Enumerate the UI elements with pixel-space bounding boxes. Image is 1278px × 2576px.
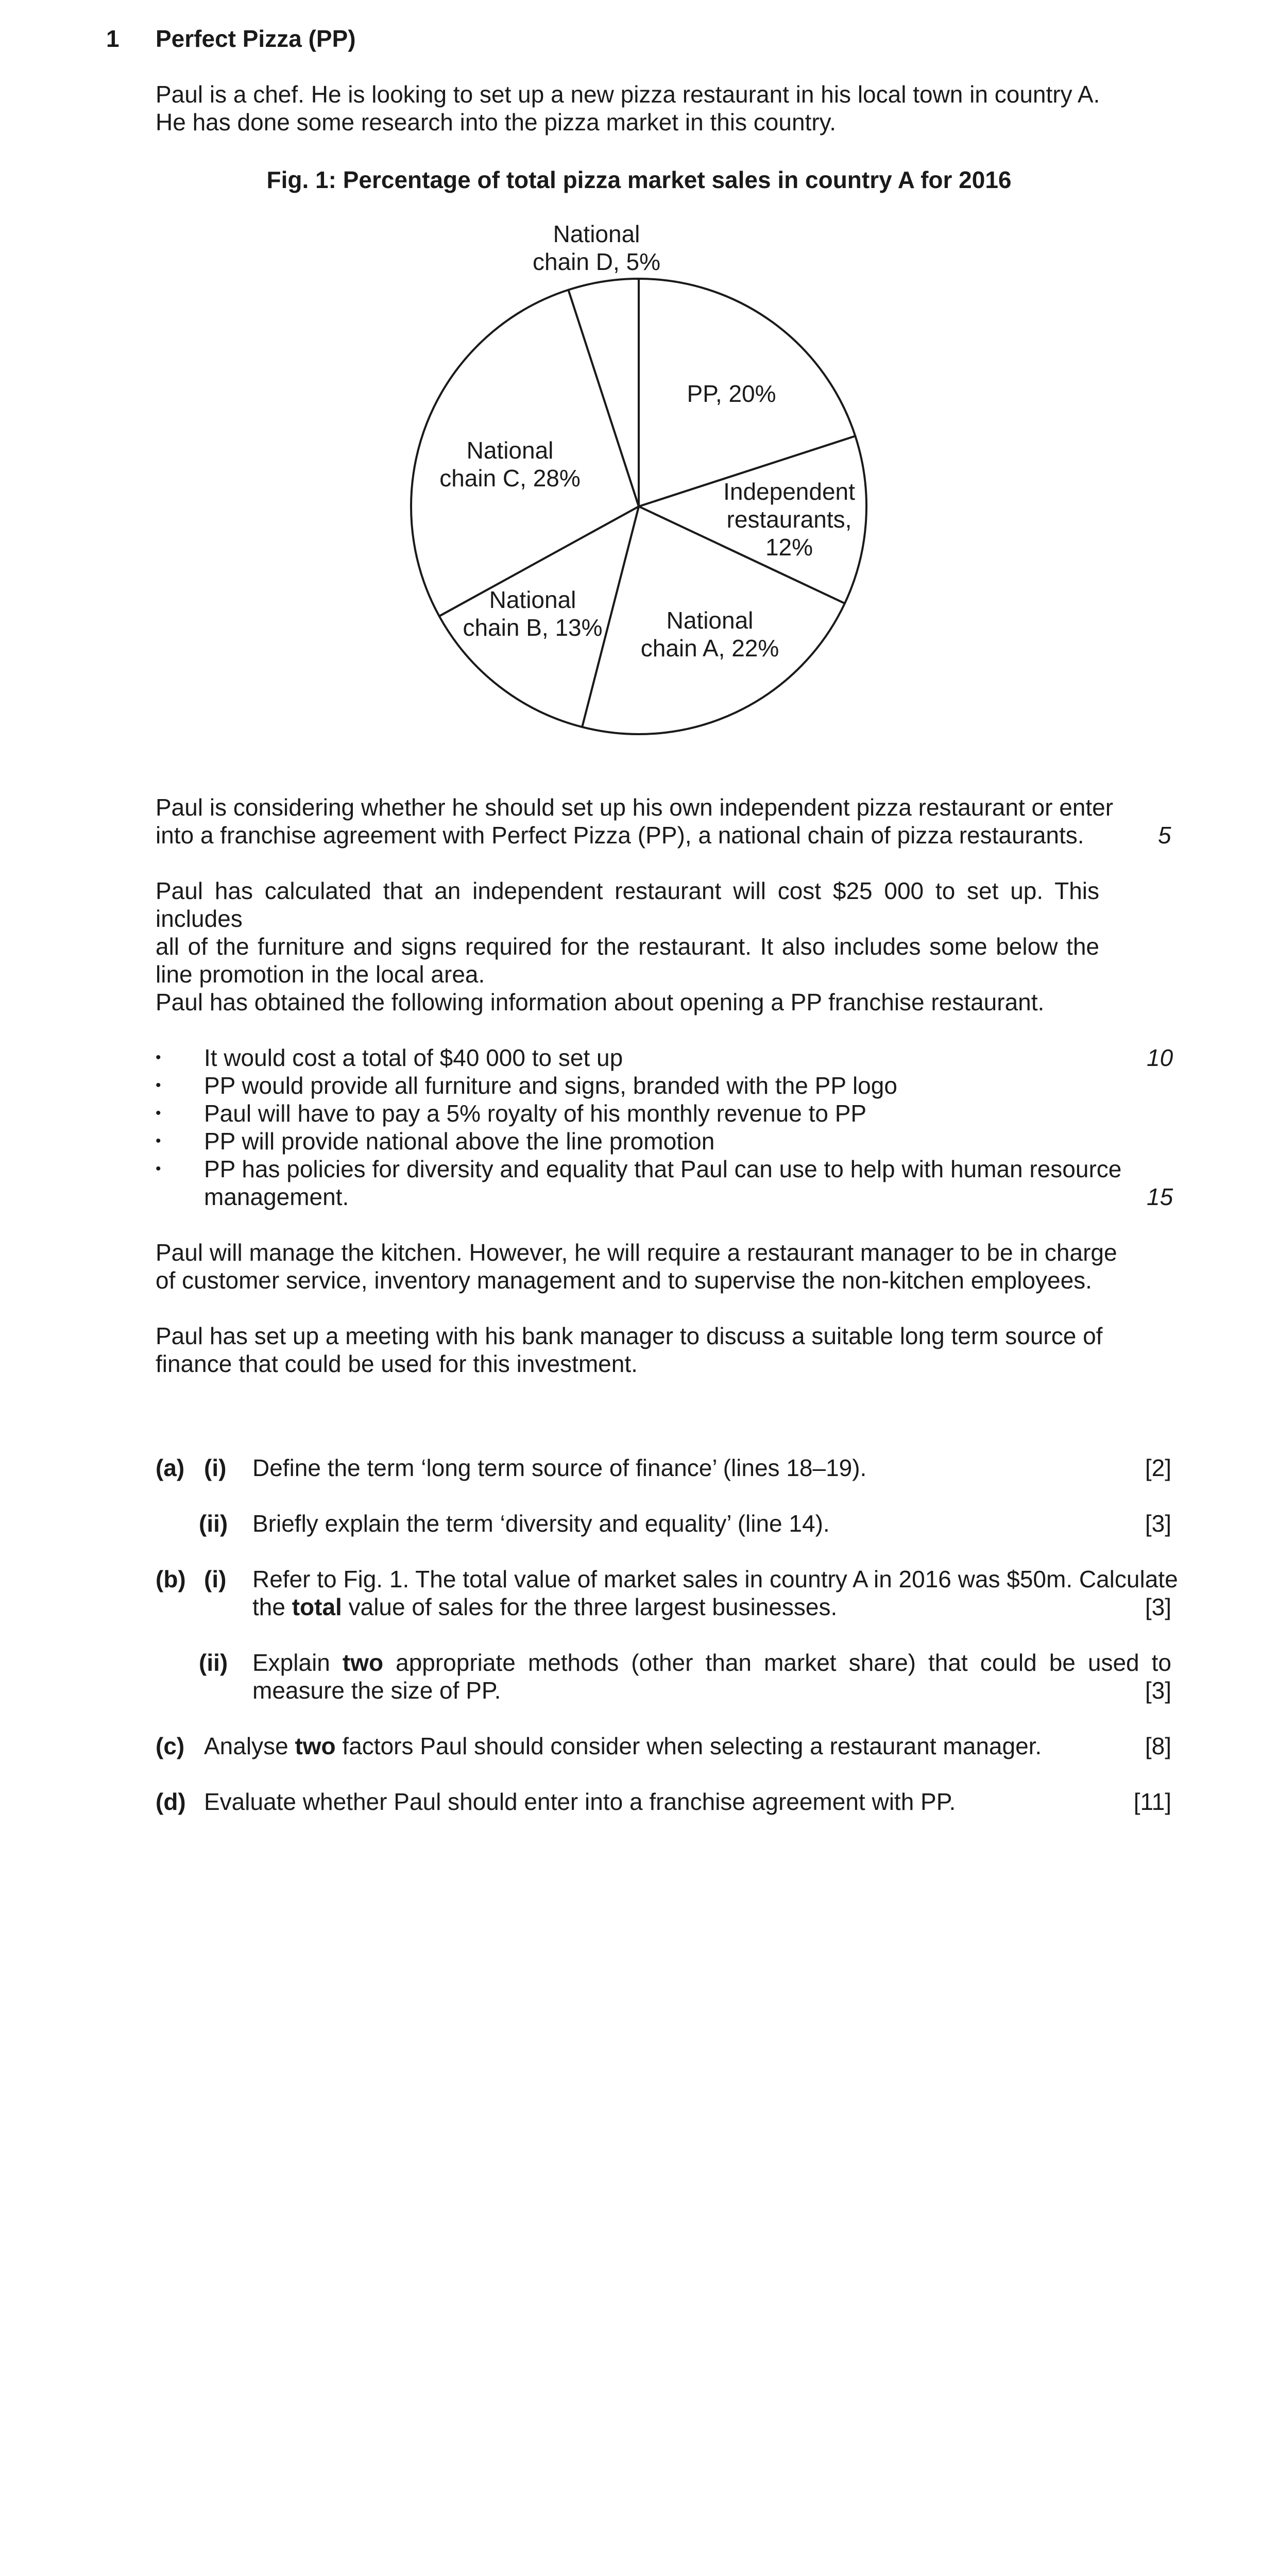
question-a-ii-label: (ii) <box>199 1510 228 1537</box>
question-d-text: Evaluate whether Paul should enter into a franchise agreement with PP. <box>204 1788 956 1815</box>
question-b-i-marks: [3] <box>1145 1594 1171 1620</box>
question-c-text: Analyse two factors Paul should consider when selecting a restaurant manager. <box>204 1733 1042 1759</box>
manage-line: of customer service, inventory management and to supervise the non-kitchen employees. <box>156 1267 1092 1294</box>
intro-line: Paul is a chef. He is looking to set up a new pizza restaurant in his local town in country A. <box>156 81 1100 108</box>
pie-chart <box>0 0 1278 773</box>
pie-label-national-chain-b: National chain B, 13% <box>463 586 603 641</box>
question-b-label: (b) <box>156 1566 186 1592</box>
bullet-item: It would cost a total of $40 000 to set up <box>204 1044 623 1071</box>
independent-line: line promotion in the local area. <box>156 961 485 988</box>
question-b-i-label: (i) <box>204 1566 227 1592</box>
question-number: 1 <box>106 25 120 52</box>
question-b-ii-line1: Explain two appropriate methods (other than market share) that could be used to <box>252 1649 1171 1676</box>
bank-line: finance that could be used for this investment. <box>156 1350 638 1377</box>
independent-paragraph <box>156 877 1099 988</box>
question-a-i-text: Define the term ‘long term source of finance’ (lines 18–19). <box>252 1454 867 1481</box>
bullet-icon: • <box>156 1049 161 1066</box>
obtained-paragraph <box>156 988 1099 1016</box>
question-b-i-line1: Refer to Fig. 1. The total value of market sales in country A in 2016 was $50m. Calculate <box>252 1566 1178 1592</box>
question-b-ii-label: (ii) <box>199 1649 228 1676</box>
question-a-ii-marks: [3] <box>1145 1510 1171 1537</box>
question-a-label: (a) <box>156 1454 185 1481</box>
bullet-icon: • <box>156 1077 161 1094</box>
question-d-label: (d) <box>156 1788 186 1815</box>
manage-paragraph <box>156 1239 1117 1294</box>
bullet-icon: • <box>156 1160 161 1177</box>
line-number-5: 5 <box>1158 822 1171 849</box>
pie-label-national-chain-d: National chain D, 5% <box>532 221 661 275</box>
question-b-i-line2: the total value of sales for the three largest businesses. <box>252 1594 838 1620</box>
bullet-item: PP will provide national above the line promotion <box>204 1128 715 1155</box>
question-a-ii-text: Briefly explain the term ‘diversity and equality’ (line 14). <box>252 1510 830 1537</box>
bullet-item: PP would provide all furniture and signs, branded with the PP logo <box>204 1072 897 1099</box>
question-title: Perfect Pizza (PP) <box>156 25 356 52</box>
consider-paragraph <box>156 793 1114 849</box>
independent-line: all of the furniture and signs required for the restaurant. It also includes some below the <box>156 933 1099 960</box>
pie-label-pp: PP, 20% <box>687 380 776 407</box>
pie-label-national-chain-c: National chain C, 28% <box>439 437 581 492</box>
obtained-line: Paul has obtained the following information about opening a PP franchise restaurant. <box>156 989 1045 1015</box>
consider-line: Paul is considering whether he should set up his own independent pizza restaurant or enter <box>156 794 1114 821</box>
line-number-10: 10 <box>1147 1044 1173 1071</box>
question-a-i-label: (i) <box>204 1454 227 1481</box>
pie-label-independent-restaurants: Independent restaurants, 12% <box>723 478 855 561</box>
question-c-label: (c) <box>156 1733 185 1759</box>
line-number-15: 15 <box>1147 1183 1173 1210</box>
question-c-marks: [8] <box>1145 1733 1171 1759</box>
bullet-item-continued: management. <box>204 1183 349 1210</box>
independent-line: Paul has calculated that an independent restaurant will cost $25 000 to set up. This includes <box>156 877 1099 932</box>
question-a-i-marks: [2] <box>1145 1454 1171 1481</box>
bullet-item: Paul will have to pay a 5% royalty of his monthly revenue to PP <box>204 1100 867 1127</box>
bullet-icon: • <box>156 1105 161 1122</box>
consider-line: into a franchise agreement with Perfect Pizza (PP), a national chain of pizza restaurants. <box>156 822 1084 849</box>
question-d-marks: [11] <box>1133 1788 1171 1815</box>
bullet-icon: • <box>156 1132 161 1149</box>
manage-line: Paul will manage the kitchen. However, he will require a restaurant manager to be in charge <box>156 1239 1117 1266</box>
question-b-ii-line2: measure the size of PP. <box>252 1677 501 1704</box>
figure-caption: Fig. 1: Percentage of total pizza market sales in country A for 2016 <box>266 166 1012 193</box>
bullet-item: PP has policies for diversity and equality that Paul can use to help with human resource <box>204 1156 1122 1182</box>
bank-line: Paul has set up a meeting with his bank manager to discuss a suitable long term source of <box>156 1323 1103 1349</box>
pie-label-national-chain-a: National chain A, 22% <box>640 607 779 662</box>
question-b-ii-marks: [3] <box>1145 1677 1171 1704</box>
bank-paragraph <box>156 1322 1103 1378</box>
intro-line: He has done some research into the pizza market in this country. <box>156 109 837 135</box>
